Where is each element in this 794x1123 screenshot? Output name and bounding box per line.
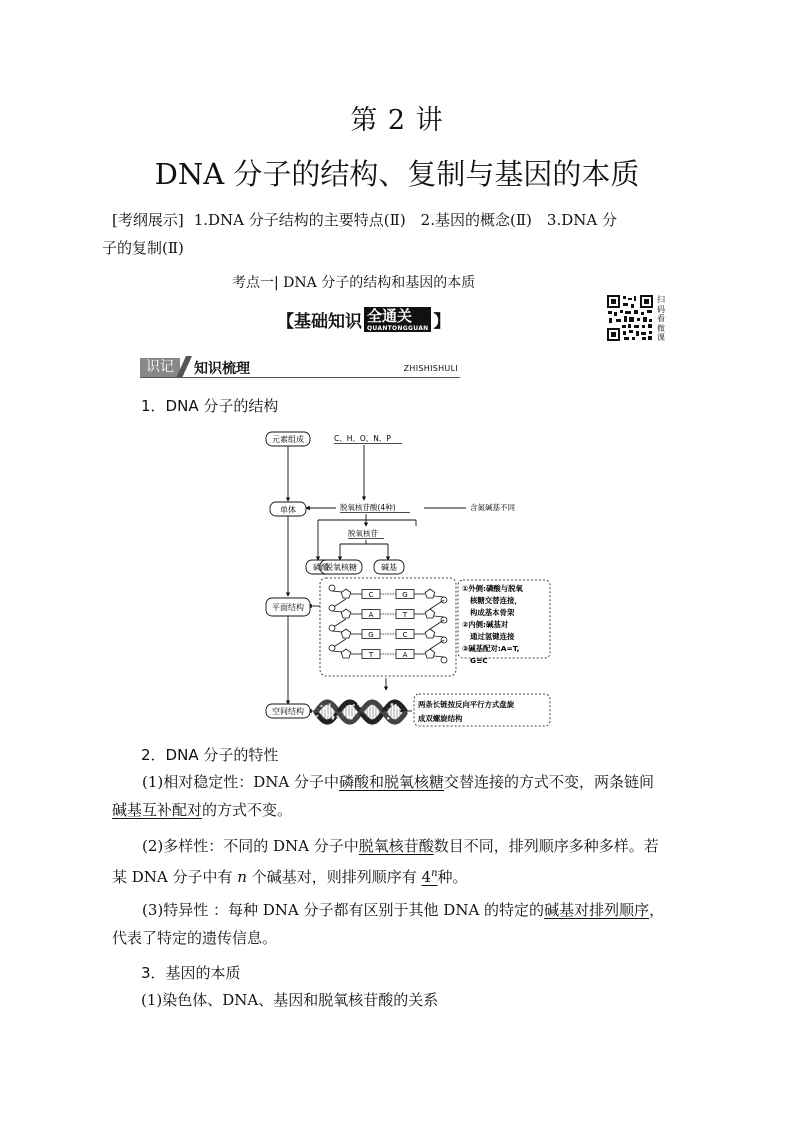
- section-tag: 识记: [140, 358, 180, 377]
- label-elements: C、H、O、N、P: [334, 434, 391, 443]
- double-helix-icon: [313, 699, 407, 724]
- page-title: DNA 分子的结构、复制与基因的本质: [154, 157, 640, 191]
- paragraph-specificity: [112, 896, 697, 952]
- section-header: [140, 356, 460, 378]
- note-line-1: ①外侧:磷酸与脱氧: [462, 584, 523, 593]
- deoxyribose-icon: [425, 629, 435, 638]
- section3-heading: 3．基因的本质: [141, 964, 241, 982]
- label-pingmian: 平面结构: [272, 603, 304, 612]
- p2-e: 种。: [437, 868, 468, 886]
- p3-a: (3)特异性 ：每种 DNA 分子都有区别于其他 DNA 的特定的: [142, 901, 545, 919]
- topic-heading: [232, 272, 475, 292]
- exam-outline-tag: [考纲展示]: [112, 211, 184, 229]
- p2-power-base: 4: [421, 868, 432, 886]
- p1-c: 的方式不变。: [202, 801, 293, 819]
- base-letter-left: T: [368, 651, 374, 659]
- p1-a: (1)相对稳定性：DNA 分子中: [142, 773, 340, 791]
- p3-b: ，: [649, 901, 665, 919]
- phosphate-icon: [329, 645, 335, 651]
- exam-outline-line1: 1.DNA 分子结构的主要特点(Ⅱ) 2.基因的概念(Ⅱ) 3.DNA 分: [193, 211, 617, 229]
- p3-c: 代表了特定的遗传信息。: [112, 929, 278, 947]
- label-nucleotide: 脱氧核苷酸(4种): [340, 503, 396, 512]
- paragraph-diversity: [112, 832, 697, 891]
- banner-left: 【基础知识: [277, 311, 362, 332]
- p2-b: 数目不同，排列顺序多种多样。若: [433, 837, 659, 855]
- note-line-4: ②内侧:碱基对: [462, 620, 509, 629]
- p2-underline-1: 脱氧核苷酸: [358, 837, 434, 855]
- deoxyribose-icon: [425, 609, 435, 618]
- deoxyribose-icon: [425, 649, 435, 658]
- qr-caption: 扫码看微课: [657, 295, 665, 343]
- deoxyribose-icon: [341, 629, 351, 638]
- p1-underline-1: 磷酸和脱氧核糖: [339, 773, 445, 791]
- exam-outline: [102, 206, 697, 262]
- p1-underline-2: 碱基互补配对: [112, 801, 203, 819]
- topic-text: DNA 分子的结构和基因的本质: [278, 275, 476, 291]
- p2-n: n: [237, 868, 247, 886]
- section2-heading: 2．DNA 分子的特性: [141, 746, 279, 764]
- p2-power-exp: n: [431, 868, 438, 879]
- base-letter-right: C: [402, 631, 408, 639]
- deoxyribose-icon: [425, 589, 435, 598]
- p2-a: (2)多样性：不同的 DNA 分子中: [142, 837, 359, 855]
- phosphate-icon: [329, 605, 335, 611]
- exam-outline-line2: 子的复制(Ⅱ): [102, 239, 184, 257]
- note-line-6: ③碱基配对:A=T,: [462, 644, 520, 653]
- lecture-number: 第 2 讲: [350, 105, 444, 136]
- p2-underline-2: [422, 868, 438, 886]
- helix-note-2: 成双螺旋结构: [418, 714, 463, 723]
- note-line-2: 核糖交替连接，: [470, 596, 522, 605]
- phosphate-icon: [329, 585, 335, 591]
- label-nucleotide-note: 含氮碱基不同: [470, 503, 515, 512]
- banner-badge-text: 全通关: [367, 306, 413, 325]
- topic-label: 考点一|: [232, 275, 279, 291]
- base-letter-right: A: [402, 651, 408, 659]
- label-base: 碱基: [381, 563, 397, 572]
- banner-badge-sub: QUANTONGGUAN: [367, 324, 429, 332]
- label-phosphate: 磷酸: [313, 563, 329, 572]
- section-title: 知识梳理: [194, 361, 250, 377]
- deoxyribose-icon: [341, 609, 351, 618]
- label-yuansu: 元素组成: [272, 435, 304, 444]
- base-letter-left: A: [368, 611, 374, 619]
- p2-c: 某 DNA 分子中有: [112, 868, 238, 886]
- base-letter-left: C: [368, 591, 374, 599]
- helix-note-1: 两条长链按反向平行方式盘旋: [418, 700, 515, 709]
- dna-structure-diagram: [258, 428, 558, 733]
- section3-paragraph: (1)染色体、DNA、基因和脱氧核苷酸的关系: [141, 991, 439, 1009]
- p1-b: 交替连接的方式不变，两条链间: [444, 773, 655, 791]
- banner-badge: [364, 307, 431, 332]
- deoxyribose-icon: [341, 649, 351, 658]
- base-letter-right: G: [402, 591, 408, 599]
- qr-code-icon[interactable]: [606, 294, 654, 342]
- section-pinyin: ZHISHISHULI: [403, 364, 458, 373]
- p2-d: 个碱基对，则排列顺序有: [246, 868, 422, 886]
- paragraph-stability: [112, 768, 697, 824]
- deoxyribose-icon: [341, 589, 351, 598]
- label-danti: 单体: [280, 505, 296, 515]
- label-sugar: 脱氧核糖: [325, 563, 357, 572]
- basic-knowledge-banner: [277, 306, 450, 332]
- phosphate-icon: [329, 625, 335, 631]
- phosphate-icon: [441, 657, 447, 663]
- note-line-7: G≡C: [470, 656, 488, 665]
- section-underline: [140, 377, 460, 378]
- label-nucleoside: 脱氧核苷: [348, 529, 378, 538]
- banner-right: 】: [433, 311, 451, 332]
- section1-heading: 1．DNA 分子的结构: [141, 397, 279, 415]
- base-letter-right: T: [402, 611, 408, 619]
- base-letter-left: G: [368, 631, 374, 639]
- note-line-3: 构成基本骨架: [470, 608, 515, 617]
- slash-decoration-icon: [176, 356, 192, 378]
- p3-underline-1: 碱基对排列顺序: [544, 901, 650, 919]
- note-line-5: 通过氢键连接: [470, 632, 515, 641]
- label-kongjian: 空间结构: [272, 707, 304, 716]
